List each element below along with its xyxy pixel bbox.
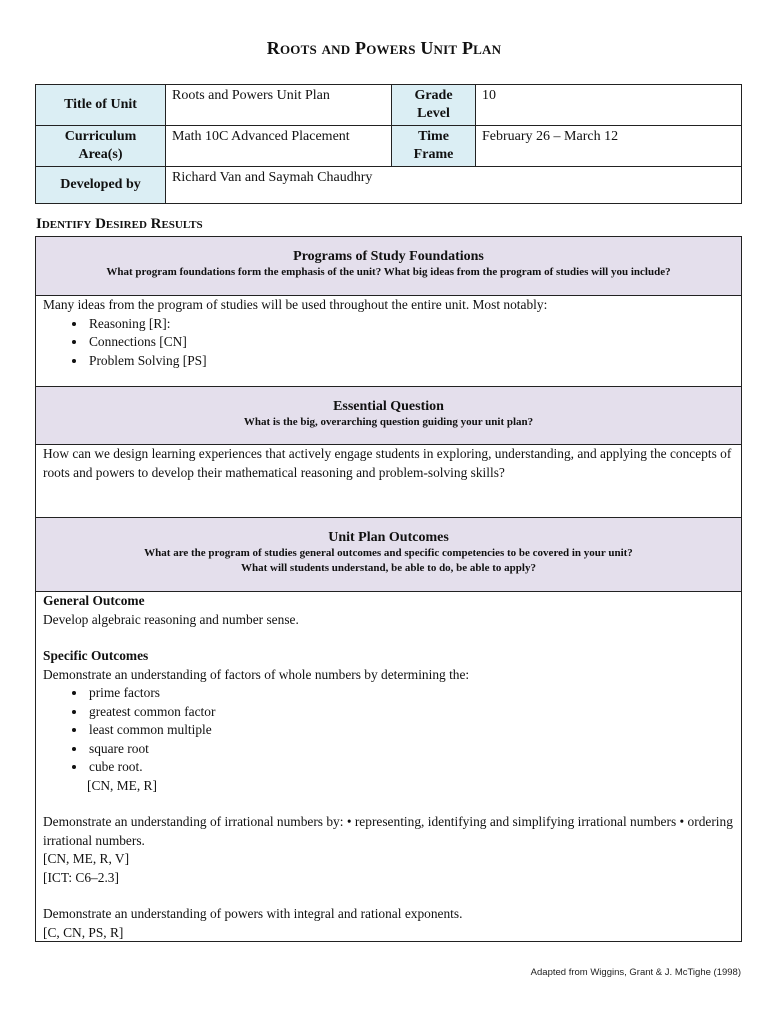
developed-by-label: Developed by [36,167,166,204]
irrational-outcome-codes-1: [CN, ME, R, V] [43,851,130,866]
irrational-outcome-text: Demonstrate an understanding of irrational numbers by: • representing, identifying and simplifying irrational numbers • ordering irrational numbers. [43,814,733,848]
outcomes-header [36,518,741,592]
programs-title: Programs of Study Foundations [293,249,484,264]
list-item: • Reasoning [R]: [87,315,734,334]
time-frame-value: February 26 – March 12 [476,126,742,167]
specific-outcomes-list [43,684,734,777]
programs-subtitle: What program foundations form the emphasis of the unit? What big ideas from the program of studies will you include? [106,266,671,278]
general-outcome-text: Develop algebraic reasoning and number sense. [43,611,299,627]
essential-title: Essential Question [333,399,444,414]
curriculum-area-value: Math 10C Advanced Placement [166,126,392,167]
developed-by-value: Richard Van and Saymah Chaudhry [166,167,742,204]
programs-header [36,237,741,296]
outcomes-subtitle-2: What will students understand, be able to do, be able to apply? [241,562,536,574]
list-item: • least common multiple [87,721,734,740]
specific-outcomes-intro: Demonstrate an understanding of factors of whole numbers by determining the: [43,666,470,682]
essential-body [36,445,741,518]
essential-text: How can we design learning experiences that actively engage students in exploring, understanding, and applying the concepts of roots and powers to develop their mathematical reasoning and problem-solving skills? [43,446,732,480]
section-heading: Identify Desired Results [36,216,203,232]
title-of-unit-label: Title of Unit [36,85,166,126]
list-item: • greatest common factor [87,703,734,722]
title-of-unit-value: Roots and Powers Unit Plan [166,85,392,126]
programs-intro: Many ideas from the program of studies will be used throughout the entire unit. Most notably: [43,297,548,312]
powers-outcome-text: Demonstrate an understanding of powers with integral and rational exponents. [43,906,463,921]
general-outcome-heading: General Outcome [43,593,145,608]
outcomes-body [36,592,741,941]
programs-list [43,315,734,371]
grade-level-label: Grade Level [392,85,476,126]
list-item: • cube root. [87,758,734,777]
desired-results-box [35,236,742,942]
page-title: Roots and Powers Unit Plan [266,38,502,58]
essential-header [36,387,741,445]
essential-subtitle: What is the big, overarching question guiding your unit plan? [243,416,534,428]
list-item: • Connections [CN] [87,333,734,352]
programs-body [36,296,741,387]
irrational-outcome-codes-2: [ICT: C6–2.3] [43,869,119,885]
outcomes-title: Unit Plan Outcomes [328,530,449,545]
grade-level-value: 10 [476,85,742,126]
list-item: • Problem Solving [PS] [87,352,734,371]
powers-outcome-codes: [C, CN, PS, R] [43,924,124,940]
outcomes-subtitle-1: What are the program of studies general outcomes and specific competencies to be covered in your unit? [144,547,633,559]
list-item: • prime factors [87,684,734,703]
list-item: • square root [87,740,734,759]
time-frame-label: Time Frame [392,126,476,167]
specific-outcomes-heading: Specific Outcomes [43,648,149,663]
curriculum-area-label: Curriculum Area(s) [36,126,166,167]
unit-info-table [35,84,742,204]
specific-outcomes-codes: [CN, ME, R] [87,777,157,793]
footer-citation: Adapted from Wiggins, Grant & J. McTighe (1998) [530,967,741,978]
